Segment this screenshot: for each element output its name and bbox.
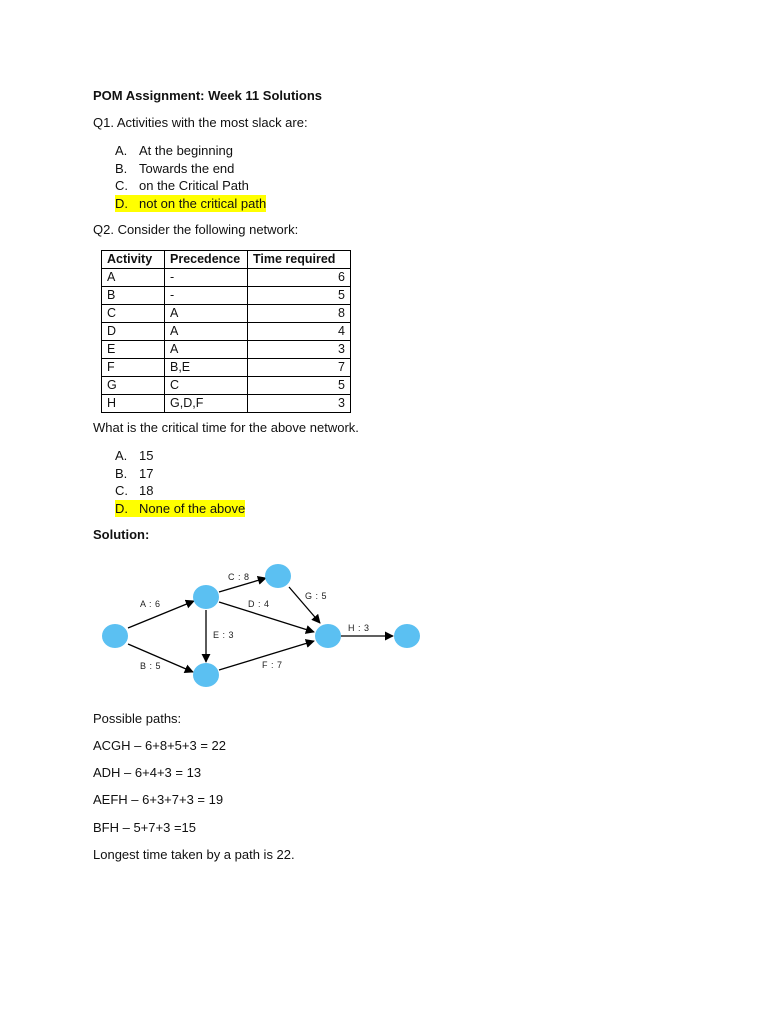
network-diagram (0, 555, 768, 695)
cell-time: 3 (248, 395, 351, 413)
label-f: F : 7 (262, 660, 283, 670)
cell-precedence: A (165, 305, 248, 323)
option-text: 17 (139, 466, 154, 481)
edge-a (128, 601, 194, 628)
q2-followup: What is the critical time for the above network. (93, 420, 359, 435)
option-letter: A. (115, 143, 128, 158)
cell-activity: C (102, 305, 165, 323)
node-before-h (315, 624, 341, 648)
paths-conclusion: Longest time taken by a path is 22. (93, 847, 295, 862)
node-after-c (265, 564, 291, 588)
label-c: C : 8 (228, 572, 250, 582)
table-row (102, 359, 351, 377)
option-letter: B. (115, 466, 128, 481)
option-text: Towards the end (139, 161, 235, 176)
cell-activity: E (102, 341, 165, 359)
table-row (102, 395, 351, 413)
cell-activity: H (102, 395, 165, 413)
network-table (101, 250, 351, 413)
option-letter: A. (115, 448, 128, 463)
path-line: AEFH – 6+3+7+3 = 19 (93, 792, 224, 807)
cell-precedence: G,D,F (165, 395, 248, 413)
cell-activity: A (102, 269, 165, 287)
node-after-b-e (193, 663, 219, 687)
header-activity: Activity (102, 251, 165, 269)
cell-activity: B (102, 287, 165, 305)
q1-option-c (115, 177, 249, 194)
table-header-row (102, 251, 351, 269)
solution-label: Solution: (93, 527, 150, 542)
cell-time: 5 (248, 377, 351, 395)
cell-time: 8 (248, 305, 351, 323)
option-letter: B. (115, 161, 128, 176)
option-text: not on the critical path (139, 196, 267, 211)
cell-precedence: C (165, 377, 248, 395)
q1-option-a (115, 142, 233, 159)
node-after-a (193, 585, 219, 609)
cell-activity: D (102, 323, 165, 341)
table-row (102, 377, 351, 395)
cell-time: 5 (248, 287, 351, 305)
label-g: G : 5 (305, 591, 328, 601)
option-letter: D. (115, 196, 128, 211)
table-row (102, 305, 351, 323)
label-d: D : 4 (248, 599, 270, 609)
option-letter: C. (115, 483, 128, 498)
cell-precedence: A (165, 341, 248, 359)
q2-option-d-answer (115, 500, 245, 517)
q2-option-c (115, 482, 153, 499)
node-end (394, 624, 420, 648)
q2-question: Q2. Consider the following network: (93, 222, 299, 237)
option-letter: C. (115, 178, 128, 193)
q2-option-a (115, 447, 153, 464)
cell-time: 7 (248, 359, 351, 377)
label-h: H : 3 (348, 623, 370, 633)
document-title: POM Assignment: Week 11 Solutions (93, 88, 322, 103)
cell-precedence: A (165, 323, 248, 341)
table-row (102, 323, 351, 341)
header-precedence: Precedence (165, 251, 248, 269)
option-text: 15 (139, 448, 154, 463)
cell-precedence: - (165, 269, 248, 287)
path-line: ADH – 6+4+3 = 13 (93, 765, 202, 780)
label-b: B : 5 (140, 661, 162, 671)
option-text: 18 (139, 483, 154, 498)
node-start (102, 624, 128, 648)
label-a: A : 6 (140, 599, 161, 609)
table-row (102, 269, 351, 287)
cell-precedence: - (165, 287, 248, 305)
option-letter: D. (115, 501, 128, 516)
cell-precedence: B,E (165, 359, 248, 377)
cell-time: 3 (248, 341, 351, 359)
cell-activity: F (102, 359, 165, 377)
q1-option-d-answer (115, 195, 266, 212)
option-text: None of the above (139, 501, 246, 516)
option-text: At the beginning (139, 143, 233, 158)
label-e: E : 3 (213, 630, 235, 640)
table-row (102, 287, 351, 305)
header-time-required: Time required (248, 251, 351, 269)
path-line: ACGH – 6+8+5+3 = 22 (93, 738, 226, 753)
cell-time: 4 (248, 323, 351, 341)
q2-option-b (115, 465, 153, 482)
cell-time: 6 (248, 269, 351, 287)
cell-activity: G (102, 377, 165, 395)
q1-option-b (115, 160, 234, 177)
table-row (102, 341, 351, 359)
option-text: on the Critical Path (139, 178, 249, 193)
q1-question: Q1. Activities with the most slack are: (93, 115, 308, 130)
path-line: BFH – 5+7+3 =15 (93, 820, 196, 835)
paths-heading: Possible paths: (93, 711, 182, 726)
